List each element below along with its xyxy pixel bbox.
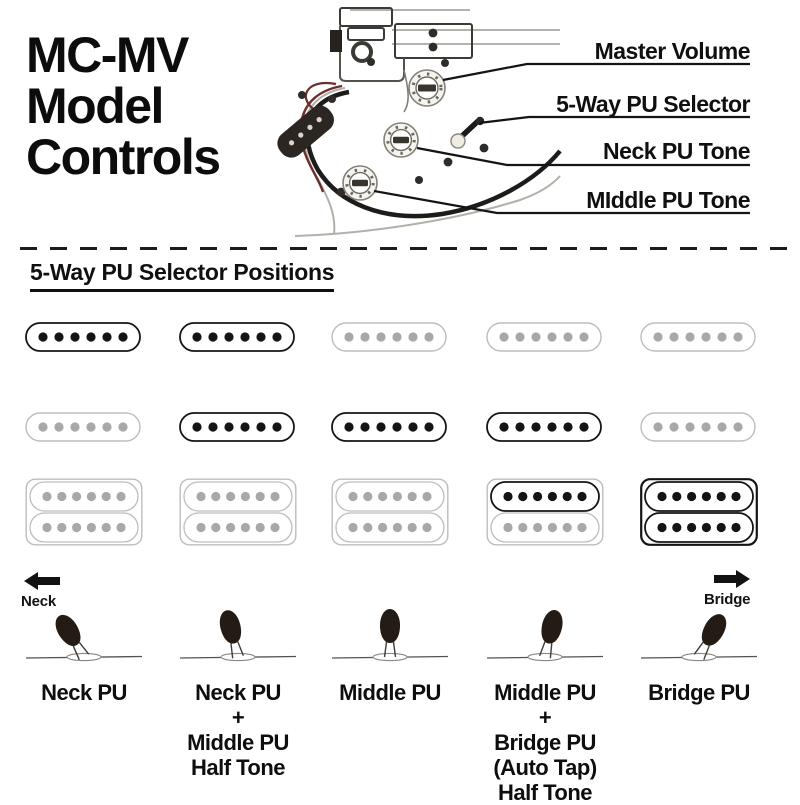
position-label-line: Bridge PU xyxy=(494,730,596,755)
selector-lever xyxy=(639,596,759,671)
callout-middle-pu-tone: MIddle PU Tone xyxy=(586,187,750,213)
title-line-1: MC-MV xyxy=(26,27,188,83)
bridge-humbucker xyxy=(25,478,143,546)
position-label-line: Neck PU xyxy=(41,680,127,705)
neck-pickup xyxy=(179,322,295,352)
section-heading: 5-Way PU Selector Positions xyxy=(30,259,334,292)
position-label-line: Bridge PU xyxy=(648,680,750,705)
position-label-line: (Auto Tap) xyxy=(493,755,597,780)
position-label xyxy=(315,680,465,705)
callout-neck-pu-tone: Neck PU Tone xyxy=(603,138,750,164)
middle-pickup xyxy=(179,412,295,442)
callout-master-volume: Master Volume xyxy=(594,38,750,64)
bridge-humbucker xyxy=(179,478,297,546)
middle-pickup xyxy=(640,412,756,442)
bridge-direction-label: Bridge xyxy=(704,591,751,608)
lever-tip xyxy=(538,608,565,646)
position-2-neck-middle xyxy=(179,300,297,800)
position-label xyxy=(624,680,774,705)
bridge-humbucker xyxy=(486,478,604,546)
middle-pickup xyxy=(25,412,141,442)
selector-lever xyxy=(485,596,605,671)
position-label-line: Middle PU xyxy=(339,680,441,705)
middle-pickup xyxy=(331,412,447,442)
lever-tip xyxy=(380,609,400,643)
callout-5way-selector: 5-Way PU Selector xyxy=(556,91,750,117)
lever-tip xyxy=(217,608,245,646)
position-4-middle-bridge xyxy=(486,300,604,805)
position-label xyxy=(9,680,159,705)
position-label xyxy=(470,680,620,805)
position-1-neck xyxy=(25,300,143,800)
neck-pickup xyxy=(486,322,602,352)
neck-pickup xyxy=(25,322,141,352)
bridge-humbucker xyxy=(331,478,449,546)
title-line-2: Model xyxy=(26,78,163,134)
position-label-line: Half Tone xyxy=(497,780,593,805)
position-5-bridge xyxy=(640,300,758,800)
position-label xyxy=(163,680,313,780)
position-label-line: Middle PU xyxy=(494,680,596,705)
selector-lever xyxy=(178,596,298,671)
position-label-line: Middle PU xyxy=(187,730,289,755)
neck-pickup xyxy=(640,322,756,352)
position-label-line: Neck PU xyxy=(195,680,281,705)
position-label-line: + xyxy=(231,705,245,730)
neck-direction-label: Neck xyxy=(21,593,57,610)
position-3-middle xyxy=(331,300,449,800)
neck-pickup xyxy=(331,322,447,352)
bridge-humbucker xyxy=(640,478,758,546)
position-label-line: + xyxy=(538,705,552,730)
middle-pickup xyxy=(486,412,602,442)
selector-lever xyxy=(330,596,450,671)
position-label-line: Half Tone xyxy=(190,755,286,780)
title-line-3: Controls xyxy=(26,129,220,185)
selector-lever xyxy=(24,596,144,671)
